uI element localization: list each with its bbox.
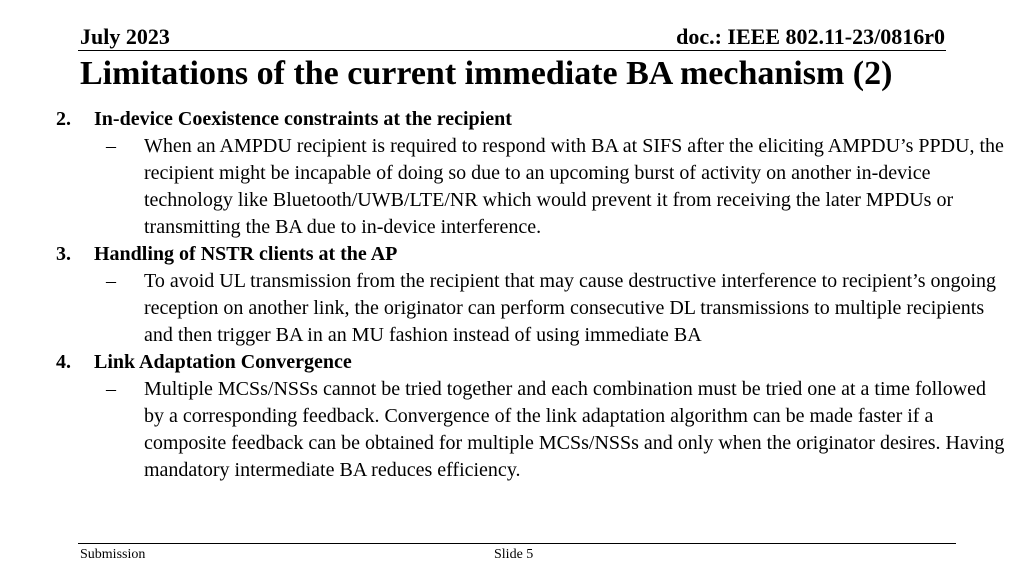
header-date: July 2023 <box>80 24 170 49</box>
dash-marker: – <box>106 135 116 157</box>
sub-bullet-text: To avoid UL transmission from the recipient that may cause destructive interference to recipient’s ongoing reception on another link, the originator can perform consecutive DL transmissions to multiple recipients and then trigger BA in an MU fashion instead of using immediate BA <box>144 270 997 346</box>
item-title: Link Adaptation Convergence <box>94 351 352 373</box>
footer-slide-number: Slide 5 <box>494 547 534 562</box>
dash-marker: – <box>106 270 116 292</box>
sub-bullet-text: Multiple MCSs/NSSs cannot be tried together and each combination must be tried one at a time followed by a corresponding feedback. Convergence of the link adaptation algorithm can be made faster if a composite feedback can be obtained for multiple MCSs/NSSs and only when the originator desires. Having mandatory intermediate BA reduces efficiency. <box>144 378 1005 481</box>
list-item <box>56 241 1006 349</box>
slide-title: Limitations of the current immediate BA mechanism (2) <box>80 55 893 92</box>
list-item <box>56 106 1006 241</box>
slide-content <box>56 106 1006 484</box>
item-number: 2. <box>56 108 71 130</box>
sub-bullet <box>94 376 1006 484</box>
sub-bullet-text: When an AMPDU recipient is required to respond with BA at SIFS after the eliciting AMPDU’s PPDU, the recipient might be incapable of doing so due to an upcoming burst of activity on another in-device technology like Bluetooth/UWB/LTE/NR which would prevent it from receiving the later MPDUs or transmitting the BA due to in-device interference. <box>144 135 1004 238</box>
footer-submission: Submission <box>80 547 146 562</box>
footer-rule <box>78 543 956 544</box>
header-doc-id: doc.: IEEE 802.11-23/0816r0 <box>676 24 945 49</box>
item-number: 3. <box>56 243 71 265</box>
item-title: Handling of NSTR clients at the AP <box>94 243 398 265</box>
sub-bullet <box>94 133 1006 241</box>
header-rule <box>78 50 946 51</box>
sub-bullet <box>94 268 1006 349</box>
item-number: 4. <box>56 351 71 373</box>
list-item <box>56 349 1006 484</box>
item-title: In-device Coexistence constraints at the recipient <box>94 108 512 130</box>
dash-marker: – <box>106 378 116 400</box>
